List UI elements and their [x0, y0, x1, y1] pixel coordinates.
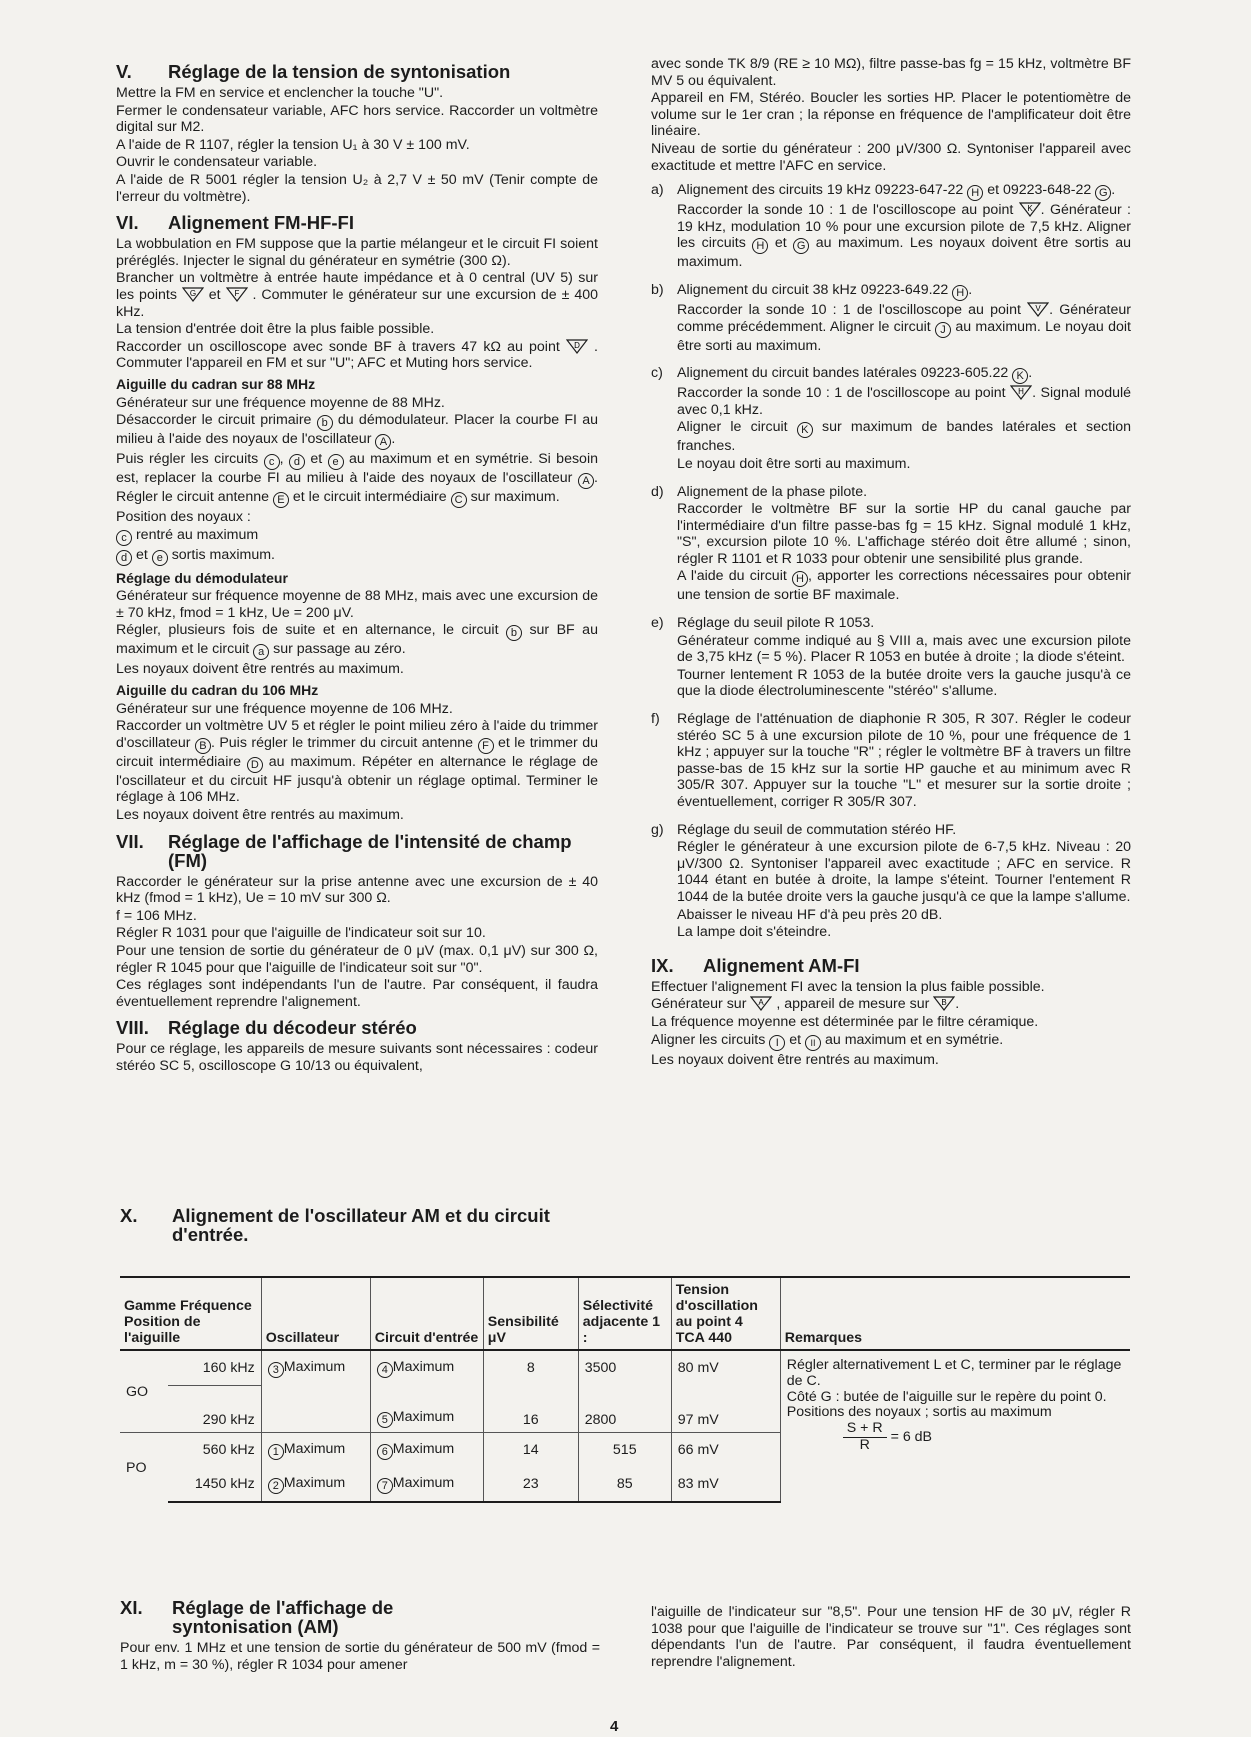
item-body: [677, 822, 1131, 942]
text: .: [1111, 182, 1116, 199]
subheading-106mhz: Aiguille du cadran du 106 MHz: [116, 682, 319, 699]
test-point-b-icon: [933, 996, 955, 1011]
circuit-k-icon: K: [1012, 368, 1028, 384]
test-point-label: B: [941, 998, 947, 1008]
text: au maximum et en symétrie. Si besoin est, replacer la courbe FI au milieu à l'aide des noyaux de l'oscillateur: [116, 451, 598, 487]
formula-value: = 6 dB: [890, 1429, 933, 1446]
test-point-label: K: [1026, 204, 1033, 214]
text: . Générateur : 19 kHz, modulation 10 % pour une excursion pilote de 7,5 kHz. Aligner les circuits: [677, 202, 1131, 252]
text: Aligner le circuit: [677, 419, 788, 436]
list-item-e: [651, 615, 1131, 701]
section-title: Réglage de l'affichage de l'intensité de champ (FM): [168, 830, 572, 871]
coil-number-icon: 2: [268, 1478, 284, 1494]
paragraph: [677, 365, 1131, 384]
text: et 09223-648-22: [987, 182, 1092, 199]
coil-number-icon: 7: [377, 1478, 393, 1494]
section-number: V.: [116, 61, 132, 82]
paragraph: Pour une tension de sortie du générateur de 0 μV (max. 0,1 μV) sur 300 Ω, régler R 1045 pour que l'aiguille de l'indicateur soit sur "0".: [116, 943, 598, 976]
osc-cell: [261, 1433, 370, 1468]
osc-value: Maximum: [283, 1358, 346, 1375]
page-number: 4: [610, 1718, 619, 1735]
header-remarques: Remarques: [780, 1277, 1130, 1350]
alignment-table: [120, 1276, 1130, 1503]
text: Raccorder la sonde 10 : 1 de l'oscilloscope au point: [677, 202, 1014, 219]
band-cell: PO: [120, 1433, 168, 1503]
text: rentré au maximum: [135, 526, 259, 543]
paragraph: Régler le générateur à une excursion pilote de 6-7,5 kHz. Niveau : 20 μV/300 Ω. Syntoniser l'appareil avec exactitude ; AFC en service. R 1044 étant en butée à droite, la lampe s'éteint. Tourner l'entement R 1044 de la butée droite vers la gauche jusqu'à ce que la lampe s'allume.: [677, 839, 1131, 905]
circuit-b-icon: b: [506, 625, 522, 641]
text: .: [1028, 365, 1033, 382]
circ-cell: [370, 1467, 483, 1502]
section-title: Réglage de l'affichage de syntonisation (AM): [172, 1597, 394, 1637]
test-point-label: V: [1035, 303, 1041, 313]
subheading-88mhz: Aiguille du cadran sur 88 MHz: [116, 375, 316, 392]
circuit-a-icon: a: [253, 644, 269, 660]
text: .: [968, 281, 973, 298]
section-viii-heading: [116, 1018, 598, 1037]
band-cell: GO: [126, 1383, 149, 1400]
item-label: c): [651, 365, 663, 382]
paragraph: [116, 718, 598, 806]
circuit-h-icon: H: [952, 285, 968, 301]
test-point-label: H: [1018, 387, 1025, 397]
sens-cell: 8: [483, 1350, 578, 1386]
paragraph: La lampe doit s'éteindre.: [677, 924, 832, 941]
section-title: Alignement FM-HF-FI: [168, 212, 355, 234]
paragraph: Générateur sur une fréquence moyenne de 88 MHz.: [116, 394, 445, 411]
paragraph: Réglage du seuil de commutation stéréo HF.: [677, 821, 957, 838]
text: sur maximum.: [470, 489, 560, 506]
circuit-k-icon: K: [797, 422, 813, 438]
test-point-g-icon: [182, 287, 204, 302]
coil-number-icon: 3: [268, 1362, 284, 1378]
list-item-a: [651, 182, 1131, 272]
paragraph: [677, 568, 1131, 604]
text: Brancher un voltmètre à entrée haute impédance et à 0 central (UV 5) sur les points: [116, 270, 598, 303]
section-title: Réglage du décodeur stéréo: [168, 1017, 417, 1039]
test-point-f-icon: [226, 287, 248, 302]
paragraph: [116, 622, 598, 660]
circuit-d-icon: d: [116, 550, 132, 566]
circ-value: Maximum: [392, 1358, 455, 1375]
section-number: X.: [120, 1205, 138, 1226]
paragraph: Ces réglages sont indépendants l'un de l'autre. Par conséquent, il faudra éventuellement reprendre l'alignement.: [116, 977, 598, 1010]
text: Régler, plusieurs fois de suite et en alternance, le circuit: [116, 622, 499, 639]
test-point-label: A: [758, 998, 765, 1008]
freq-cell: 560 kHz: [168, 1433, 261, 1468]
test-point-d-icon: [566, 339, 588, 354]
item-label: f): [651, 711, 660, 728]
paragraph: Appareil en FM, Stéréo. Boucler les sorties HP. Placer le potentiomètre de volume sur le 1er cran ; la réponse en fréquence de l'amplificateur doit être linéaire.: [651, 90, 1131, 140]
tens-cell: 83 mV: [671, 1467, 780, 1502]
list-item-d: [651, 484, 1131, 606]
section-ix-heading: [651, 956, 1131, 975]
circuit-a-icon: A: [375, 434, 391, 450]
sel-cell: 85: [578, 1467, 671, 1502]
item-label: d): [651, 483, 664, 500]
paragraph: Effectuer l'alignement FI avec la tension la plus faible possible.: [651, 978, 1045, 995]
section-title: Réglage de la tension de syntonisation: [168, 61, 511, 82]
paragraph: Les noyaux doivent être rentrés au maximum.: [116, 807, 404, 824]
paragraph: La wobbulation en FM suppose que la partie mélangeur et le circuit FI soient préréglés. Injecter le signal du générateur en symétrie (300 Ω).: [116, 236, 598, 269]
circ-cell: [370, 1350, 483, 1386]
text: Aligner les circuits: [651, 1031, 766, 1048]
text: au maximum. Les noyaux doivent être sortis au maximum.: [677, 235, 1131, 271]
remarks-cell: [780, 1350, 1130, 1502]
text: . Signal modulé avec 0,1 kHz.: [677, 385, 1132, 418]
paragraph: A l'aide de R 1107, régler la tension U₁ à 30 V ± 100 mV.: [116, 136, 470, 153]
osc-cell: [261, 1467, 370, 1502]
circuit-c-icon: c: [116, 530, 132, 546]
paragraph: Raccorder le voltmètre BF sur la sortie HP du canal gauche par l'intermédiaire d'un filtre passe-bas fg = 15 kHz. Signal modulé 1 kHz, "S", excursion pilote 10 %. L'affichage stéréo doit être allumé ; sinon, régler R 1101 et R 1033 pour obtenir une sensibilité plus grande.: [677, 501, 1131, 567]
paragraph: Mettre la FM en service et enclencher la touche "U".: [116, 85, 444, 101]
denominator: R: [859, 1436, 870, 1453]
test-point-h-icon: [1010, 385, 1032, 400]
circuit-f-icon: F: [478, 738, 494, 754]
remark: Régler alternativement L et C, terminer par le réglage de C.: [786, 1357, 1122, 1389]
text: et: [310, 451, 323, 468]
paragraph: La tension d'entrée doit être la plus faible possible.: [116, 321, 435, 338]
paragraph: Les noyaux doivent être rentrés au maximum.: [651, 1051, 939, 1068]
paragraph: Réglage du seuil pilote R 1053.: [677, 615, 875, 632]
paragraph: Le noyau doit être sorti au maximum.: [677, 455, 911, 472]
text: et: [774, 235, 787, 252]
test-point-v-icon: [1027, 302, 1049, 317]
circ-cell: [370, 1433, 483, 1468]
section-number: IX.: [651, 954, 674, 976]
circuit-ii-icon: II: [805, 1035, 821, 1051]
text: sur BF au maximum et le circuit: [116, 622, 598, 658]
paragraph: [116, 451, 598, 508]
paragraph: Pour env. 1 MHz et une tension de sortie du générateur de 500 mV (fmod = 1 kHz, m = 30 %), régler R 1034 pour amener: [120, 1640, 600, 1673]
paragraph: A l'aide de R 5001 régler la tension U₂ à 2,7 V ± 50 mV (Tenir compte de l'erreur du voltmètre).: [116, 171, 598, 205]
right-column: [651, 56, 1131, 1069]
paragraph: Réglage de l'atténuation de diaphonie R 305, R 307. Régler le codeur stéréo SC 5 à une excursion pilote de 10 %, pour une fréquence de 1 kHz ; appuyer sur la touche "R" ; régler le voltmètre BF à travers un filtre passe-bas de 15 kHz sur la sortie HP gauche et au minimum avec R 305/R 307. Appuyer sur la touche "L" et mesurer sur la sortie droite ; éventuellement, corriger R 305/R 307.: [677, 711, 1131, 810]
freq-cell: 1450 kHz: [168, 1467, 261, 1502]
paragraph: [116, 270, 598, 320]
freq-cell: 290 kHz: [202, 1412, 255, 1428]
paragraph: [677, 182, 1131, 201]
item-body: [677, 365, 1131, 473]
paragraph: [677, 302, 1131, 354]
circuit-e-icon: e: [328, 454, 344, 470]
osc-cell: [261, 1386, 370, 1433]
header-gamme: Gamme Fréquence Position de l'aiguille: [120, 1277, 261, 1350]
text: sortis maximum.: [171, 546, 275, 563]
text: Alignement du circuit 38 kHz 09223-649.22: [677, 281, 949, 298]
text: . Puis régler le trimmer du circuit antenne: [210, 734, 474, 751]
circ-value: Maximum: [392, 1440, 455, 1457]
paragraph: Tourner lentement R 1053 de la butée droite vers la gauche jusqu'à ce que la diode électroluminescente "stéréo" s'allume.: [677, 666, 1131, 700]
paragraph: Les noyaux doivent être rentrés au maximum.: [116, 661, 404, 678]
tens-cell: 66 mV: [671, 1433, 780, 1468]
circuit-e-upper-icon: E: [273, 492, 289, 508]
text: Générateur sur: [651, 996, 747, 1013]
item-label: b): [651, 281, 664, 298]
section-xi-right: [651, 1604, 1131, 1671]
text: et: [135, 546, 148, 563]
paragraph: [116, 339, 598, 372]
coil-number-icon: 6: [377, 1444, 393, 1460]
paragraph: [677, 419, 1131, 455]
header-tension: Tension d'oscillation au point 4 TCA 440: [671, 1277, 780, 1350]
header-circuit: Circuit d'entrée: [370, 1277, 483, 1350]
paragraph: Alignement de la phase pilote.: [677, 483, 868, 500]
section-x-heading: [120, 1206, 570, 1244]
item-body: [677, 484, 1131, 606]
circuit-h-icon: H: [792, 571, 808, 587]
osc-cell: [261, 1350, 370, 1386]
table-row: [120, 1350, 1130, 1386]
text: Puis régler les circuits: [116, 451, 259, 468]
paragraph: La fréquence moyenne est déterminée par le filtre céramique.: [651, 1013, 1039, 1030]
text: et: [789, 1031, 802, 1048]
section-vi-heading: [116, 213, 598, 232]
section-xi-left: [120, 1592, 600, 1674]
paragraph: [651, 996, 1131, 1013]
text: du démodulateur. Placer la courbe FI au milieu à l'aide des noyaux de l'oscillateur: [116, 412, 599, 448]
circuit-a-icon: A: [578, 473, 594, 489]
text: Raccorder un voltmètre UV 5 et régler le point milieu zéro à l'aide du trimmer d'oscillateur: [116, 718, 598, 751]
list-item-b: [651, 282, 1131, 355]
sel-cell: 3500: [578, 1350, 671, 1386]
paragraph: [677, 385, 1131, 418]
remark: Positions des noyaux ; sortis au maximum: [786, 1404, 1052, 1421]
table-header-row: [120, 1277, 1130, 1350]
list-item-g: [651, 822, 1131, 942]
numerator: S + R: [843, 1421, 887, 1438]
text: au maximum. Le noyau doit être sorti au maximum.: [677, 318, 1131, 354]
sens-cell: 23: [483, 1467, 578, 1502]
tens-cell: 80 mV: [671, 1350, 780, 1386]
text: . Régler le circuit antenne: [116, 470, 598, 506]
sel-cell: 515: [578, 1433, 671, 1468]
test-point-a-icon: [750, 996, 772, 1011]
list-item-c: [651, 365, 1131, 473]
circ-value: Maximum: [392, 1409, 455, 1425]
text: et: [208, 286, 221, 303]
sel-cell: 2800: [578, 1386, 671, 1433]
circ-cell: [370, 1386, 483, 1433]
text: A l'aide du circuit: [677, 568, 787, 585]
section-number: VI.: [116, 212, 139, 234]
paragraph: f = 106 MHz.: [116, 907, 197, 924]
snr-formula: [787, 1421, 1124, 1454]
paragraph: Régler R 1031 pour que l'aiguille de l'indicateur soit sur 10.: [116, 925, 486, 942]
circuit-c-icon: c: [264, 454, 280, 470]
text: , apporter les corrections nécessaires pour obtenir une tension de sortie BF maximale.: [677, 568, 1131, 604]
paragraph: [116, 547, 598, 566]
circuit-b-upper-icon: B: [195, 738, 211, 754]
coil-number-icon: 4: [377, 1362, 393, 1378]
paragraph: avec sonde TK 8/9 (RE ≥ 10 MΩ), filtre passe-bas fg = 15 kHz, voltmètre BF MV 5 ou équivalent.: [651, 56, 1131, 89]
paragraph: Générateur sur fréquence moyenne de 88 MHz, mais avec une excursion de ± 70 kHz, fmod = 1 kHz, Ue = 200 μV.: [116, 588, 598, 621]
paragraph: Pour ce réglage, les appareils de mesure suivants sont nécessaires : codeur stéréo SC 5, oscilloscope G 10/13 ou équivalent,: [116, 1041, 598, 1074]
header-selectivite: Sélectivité adjacente 1 :: [578, 1277, 671, 1350]
sens-cell: 16: [483, 1386, 578, 1433]
paragraph: [116, 412, 598, 450]
test-point-label: D: [574, 340, 580, 350]
osc-value: Maximum: [283, 1474, 346, 1491]
item-body: [677, 615, 1131, 701]
osc-value: Maximum: [283, 1440, 346, 1457]
text: au maximum. Répéter en alternance le réglage de l'oscillateur et du circuit HF jusqu'à obtenir un réglage optimal. Terminer le réglage à 106 MHz.: [116, 753, 598, 806]
item-label: a): [651, 182, 664, 199]
item-body: [677, 182, 1131, 272]
circuit-c-upper-icon: C: [451, 492, 467, 508]
section-title: Alignement AM-FI: [703, 954, 860, 976]
text: Désaccorder le circuit primaire: [116, 412, 312, 429]
text: ,: [279, 451, 284, 468]
section-vii-heading: [116, 832, 598, 870]
text: au maximum et en symétrie.: [824, 1031, 1004, 1048]
circuit-h-icon: H: [967, 185, 983, 201]
text: . Commuter l'appareil en FM et sur "U"; AFC et Muting hors service.: [116, 338, 598, 372]
paragraph: Ouvrir le condensateur variable.: [116, 154, 318, 171]
text: .: [391, 431, 396, 448]
fraction: [843, 1421, 887, 1454]
circuit-i-icon: I: [769, 1035, 785, 1051]
circuit-h-icon: H: [752, 238, 768, 254]
paragraph: Fermer le condensateur variable, AFC hors service. Raccorder un voltmètre digital sur M2.: [116, 102, 598, 136]
header-oscillateur: Oscillateur: [261, 1277, 370, 1350]
circuit-b-icon: b: [317, 415, 333, 431]
section-title: Alignement de l'oscillateur AM et du circuit d'entrée.: [172, 1205, 550, 1245]
text: et le circuit intermédiaire: [292, 489, 447, 506]
section-v-heading: [116, 62, 598, 81]
paragraph: Abaisser le niveau HF d'à peu près 20 dB.: [677, 906, 943, 923]
text: Raccorder un oscilloscope avec sonde BF à travers 47 kΩ au point: [116, 338, 560, 355]
circuit-e-icon: e: [152, 550, 168, 566]
sens-cell: 14: [483, 1433, 578, 1468]
coil-number-icon: 5: [377, 1412, 393, 1428]
item-body: [677, 711, 1131, 812]
freq-cell: 160 kHz: [168, 1350, 261, 1386]
section-number: VIII.: [116, 1017, 149, 1039]
test-point-k-icon: [1019, 202, 1041, 217]
tens-cell: 97 mV: [671, 1386, 780, 1433]
left-column: [116, 56, 598, 1076]
paragraph: l'aiguille de l'indicateur sur "8,5". Pour une tension HF de 30 μV, régler R 1038 pour que l'aiguille de l'indicateur se trouve sur "1". Ces réglages sont dépendants l'un de l'autre. Par conséquent, il faudra éventuellement reprendre l'alignement.: [651, 1604, 1131, 1670]
paragraph: [677, 282, 1131, 301]
header-sensibilite: Sensibilité μV: [483, 1277, 578, 1350]
item-body: [677, 282, 1131, 355]
paragraph: Position des noyaux :: [116, 509, 251, 526]
circuit-d-upper-icon: D: [247, 757, 263, 773]
circuit-g-icon: G: [793, 238, 809, 254]
circuit-j-icon: J: [935, 322, 951, 338]
section-xi-heading: [120, 1598, 600, 1636]
paragraph: [677, 202, 1131, 271]
coil-number-icon: 1: [268, 1444, 284, 1460]
text: Alignement des circuits 19 kHz 09223-647-22: [677, 182, 964, 199]
text: , appareil de mesure sur: [776, 996, 930, 1013]
test-point-label: G: [189, 288, 196, 298]
text: Raccorder la sonde 10 : 1 de l'oscilloscope au point: [677, 385, 1006, 402]
circuit-g-icon: G: [1095, 185, 1111, 201]
circuit-d-icon: d: [289, 454, 305, 470]
text: et le trimmer du circuit intermédiaire: [116, 734, 598, 770]
test-point-label: F: [234, 288, 240, 298]
text: sur passage au zéro.: [273, 641, 406, 658]
section-number: XI.: [120, 1597, 143, 1618]
section-number: VII.: [116, 830, 144, 852]
section-x-heading-block: [120, 1206, 570, 1244]
item-label: g): [651, 821, 664, 838]
paragraph: Générateur sur une fréquence moyenne de 106 MHz.: [116, 700, 453, 717]
text: Raccorder la sonde 10 : 1 de l'oscilloscope au point: [677, 301, 1021, 318]
paragraph: Raccorder le générateur sur la prise antenne avec une excursion de ± 40 kHz (fmod = 1 kHz), Ue = 10 mV sur 300 Ω.: [116, 873, 598, 907]
paragraph: Niveau de sortie du générateur : 200 μV/300 Ω. Syntoniser l'appareil avec exactitude et mettre l'AFC en service.: [651, 140, 1131, 174]
list-item-f: [651, 711, 1131, 812]
text: Alignement du circuit bandes latérales 09223-605.22: [677, 365, 1009, 382]
circ-value: Maximum: [392, 1474, 455, 1491]
paragraph: [116, 527, 598, 546]
subheading-demodulator: Réglage du démodulateur: [116, 569, 288, 586]
item-label: e): [651, 615, 664, 632]
text: . Générateur comme précédemment. Aligner le circuit: [677, 301, 1131, 335]
paragraph: [651, 1032, 1131, 1051]
text: sur maximum de bandes latérales et section franches.: [677, 419, 1132, 455]
remark: Côté G : butée de l'aiguille sur le repère du point 0.: [786, 1388, 1107, 1405]
text: . Commuter le générateur sur une excursion de ± 400 kHz.: [116, 286, 598, 320]
text: .: [955, 996, 960, 1013]
paragraph: Générateur comme indiqué au § VIII a, mais avec une excursion pilote de 3,75 kHz (= 5 %). Placer R 1053 en butée à droite ; la diode s'éteint.: [677, 632, 1131, 666]
